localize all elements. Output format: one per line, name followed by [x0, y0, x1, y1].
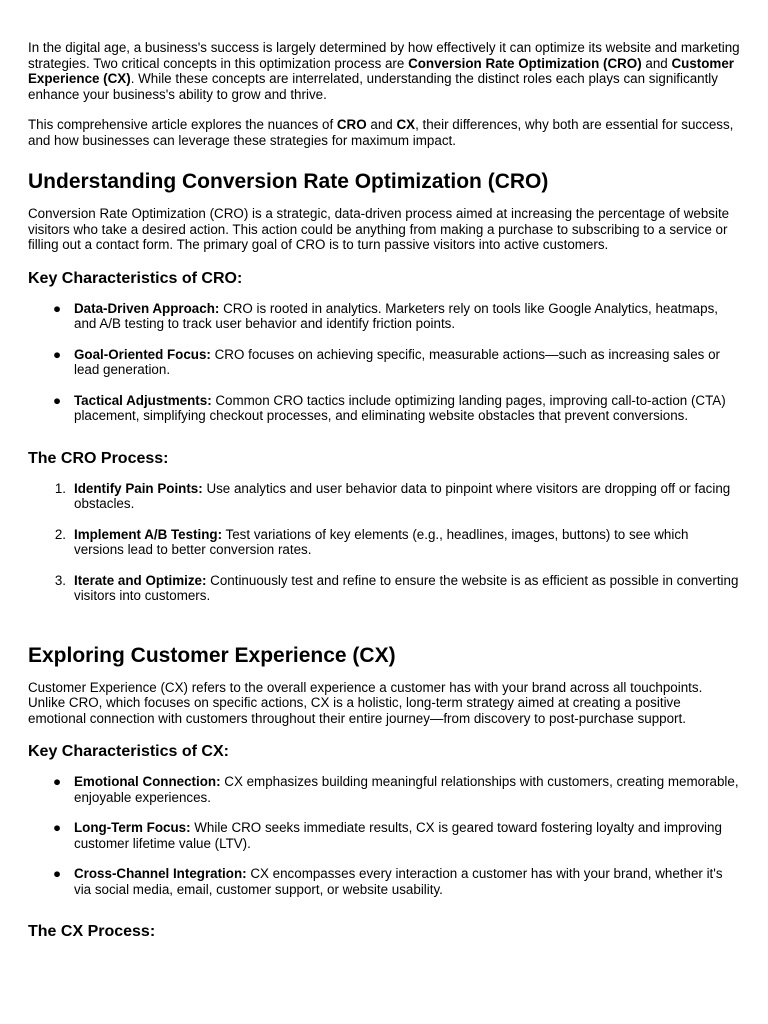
bullet-icon: ●: [52, 300, 62, 316]
intro-p1-text-1: In the digital age, a business's success is largely determined by how effectively it can optimize its website and marketing strategies. Two critical concepts in this optimization process are: [28, 40, 740, 71]
intro-p2-bold-cx: CX: [396, 117, 416, 132]
list-item: [28, 347, 740, 378]
list-item-text: Continuously test and refine to ensure the website is as efficient as possible in converting visitors into customers.: [74, 572, 739, 603]
list-item-text: Use analytics and user behavior data to pinpoint where visitors are dropping off or facing obstacles.: [74, 480, 731, 511]
list-item-label: Goal-Oriented Focus:: [74, 346, 211, 362]
cx-characteristics-heading: Key Characteristics of CX:: [28, 743, 229, 760]
cro-process-list: [28, 481, 740, 604]
step-number: 3.: [54, 572, 66, 588]
intro-p1-bold-cro: Conversion Rate Optimization (CRO): [408, 55, 642, 71]
bullet-icon: ●: [52, 774, 62, 789]
list-item-label: Identify Pain Points:: [74, 480, 203, 496]
list-item-label: Implement A/B Testing:: [74, 526, 223, 542]
cro-process-heading: The CRO Process:: [28, 449, 169, 467]
list-item-text: CRO focuses on achieving specific, measurable actions—such as increasing sales or lead generation.: [74, 346, 720, 377]
intro-p1-bold-cx: Customer Experience (CX): [28, 55, 734, 86]
list-item: [28, 774, 740, 805]
bullet-icon: ●: [52, 820, 62, 835]
intro-p2-text-3: , their differences, why both are essential for success, and how businesses can leverage these strategies for maximum impact.: [28, 117, 734, 148]
list-item-text: While CRO seeks immediate results, CX is geared toward fostering loyalty and improving customer lifetime value (LTV).: [74, 820, 722, 851]
intro-p1-text-3: . While these concepts are interrelated, understanding the distinct roles each plays can significantly enhance your business's ability to grow and thrive.: [28, 71, 718, 102]
bullet-icon: ●: [52, 346, 62, 362]
list-item: [28, 301, 740, 332]
intro-paragraph-1: [28, 40, 740, 102]
list-item-label: Tactical Adjustments:: [74, 392, 212, 408]
bullet-icon: ●: [52, 866, 62, 881]
cx-section-heading: Exploring Customer Experience (CX): [28, 643, 396, 667]
cro-section-heading: Understanding Conversion Rate Optimization (CRO): [28, 170, 549, 193]
intro-p2-text-1: This comprehensive article explores the nuances of: [28, 117, 337, 132]
list-item-label: Long-Term Focus:: [74, 820, 191, 835]
cx-process-heading: The CX Process:: [28, 923, 156, 940]
list-item-text: Test variations of key elements (e.g., headlines, images, buttons) to see which versions lead to better conversion rates.: [74, 526, 689, 557]
list-item-text: CRO is rooted in analytics. Marketers rely on tools like Google Analytics, heatmaps, and A/B testing to track user behavior and identify friction points.: [74, 300, 718, 331]
step-number: 1.: [54, 480, 66, 496]
list-item: [28, 820, 740, 851]
cx-body-paragraph: Customer Experience (CX) refers to the overall experience a customer has with your brand across all touchpoints. Unlike CRO, which focuses on specific actions, CX is a holistic, long-term strategy aimed at creating a positive emotional connection with customers throughout their entire journey—from discovery to post-purchase support.: [28, 679, 703, 726]
step-number: 2.: [54, 526, 66, 542]
list-item: [28, 866, 740, 897]
list-item-label: Data-Driven Approach:: [74, 300, 220, 316]
list-item-text: Common CRO tactics include optimizing landing pages, improving call-to-action (CTA) placement, simplifying checkout processes, and eliminating website obstacles that prevent conversions.: [74, 392, 726, 423]
intro-p2-text-2: and: [366, 117, 397, 132]
intro-p1-text-2: and: [641, 55, 672, 71]
cro-body-paragraph: Conversion Rate Optimization (CRO) is a strategic, data-driven process aimed at increasing the percentage of website visitors who take a desired action. This action could be anything from making a purchase to subscribing to a service or filling out a contact form. The primary goal of CRO is to turn passive visitors into active customers.: [28, 206, 730, 252]
list-item-label: Cross-Channel Integration:: [74, 866, 247, 881]
list-item: [28, 481, 740, 512]
cro-characteristics-heading: Key Characteristics of CRO:: [28, 269, 243, 287]
cro-characteristics-list: [28, 301, 740, 424]
list-item: [28, 573, 740, 604]
cx-characteristics-list: [28, 774, 740, 897]
list-item: [28, 393, 740, 424]
list-item: [28, 527, 740, 558]
intro-paragraph-2: [28, 117, 740, 148]
list-item-text: CX emphasizes building meaningful relationships with customers, creating memorable, enjoyable experiences.: [74, 774, 739, 805]
bullet-icon: ●: [52, 392, 62, 408]
list-item-label: Iterate and Optimize:: [74, 572, 207, 588]
list-item-label: Emotional Connection:: [74, 774, 221, 789]
intro-p2-bold-cro: CRO: [336, 117, 367, 132]
list-item-text: CX encompasses every interaction a customer has with your brand, whether it's via social media, email, customer support, or website usability.: [74, 866, 723, 897]
